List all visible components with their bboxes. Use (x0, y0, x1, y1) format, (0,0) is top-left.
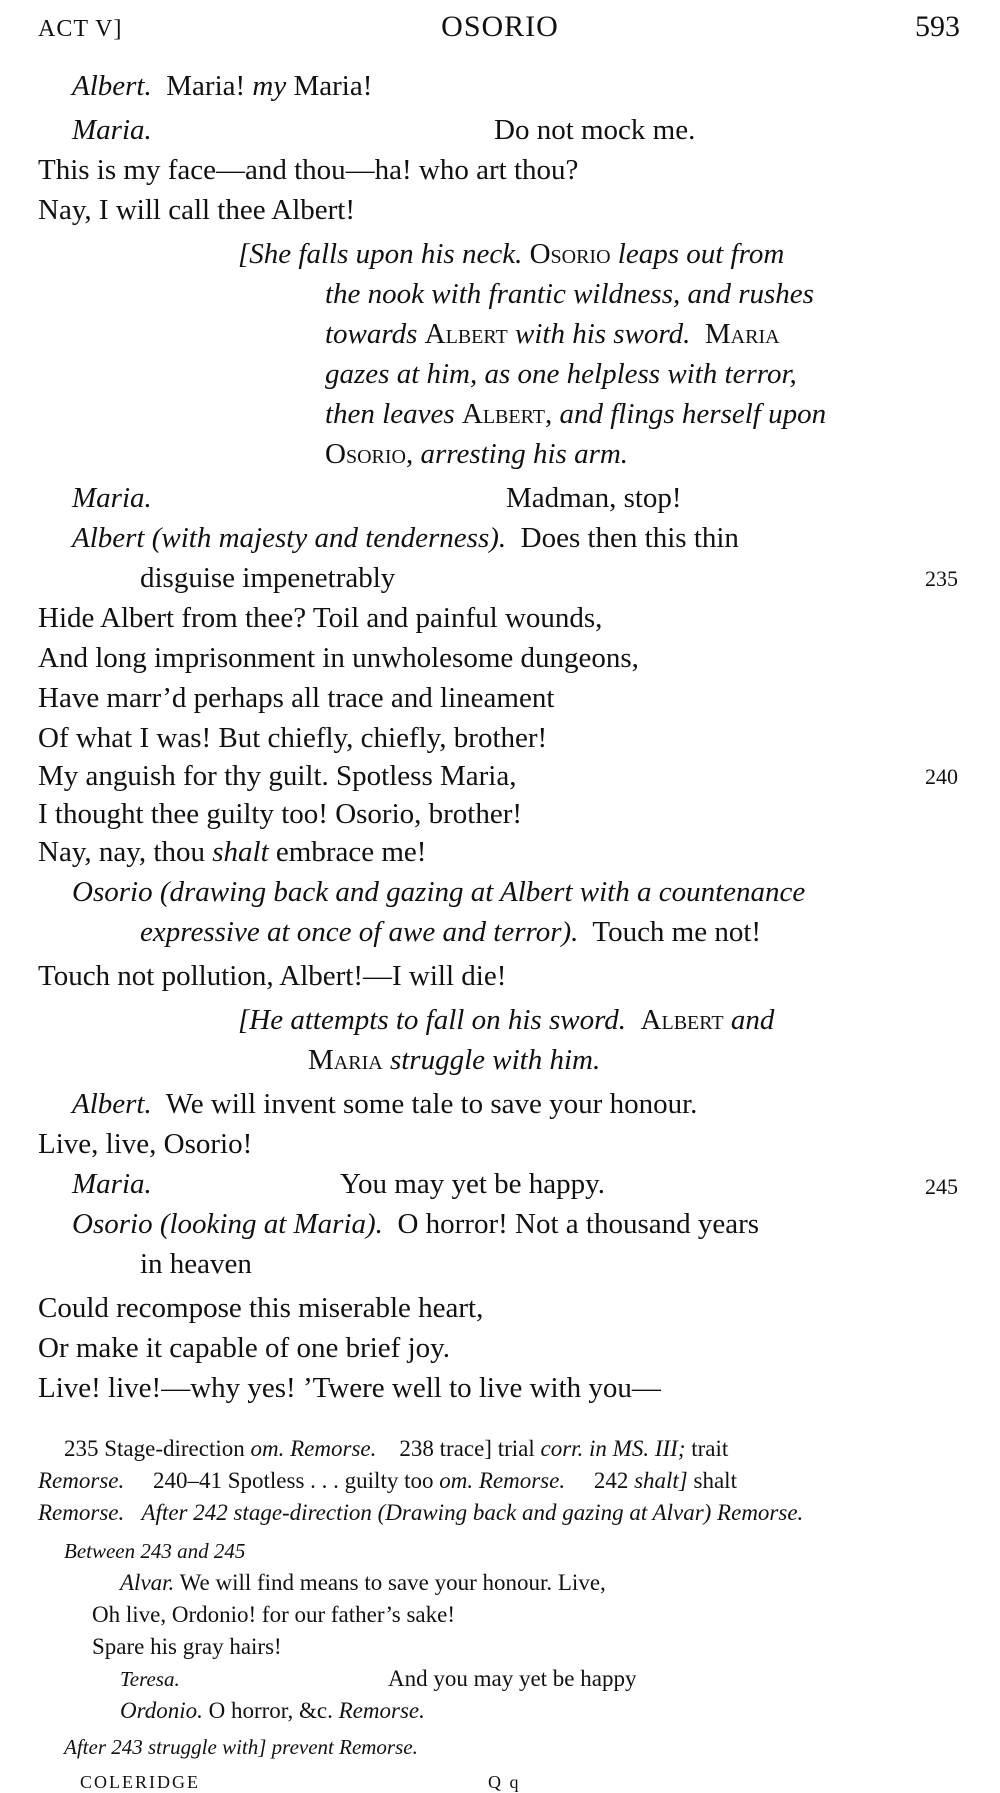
running-head-act: ACT V] (38, 16, 123, 42)
verse-line: Or make it capable of one brief joy. (38, 1332, 451, 1364)
verse-line: Could recompose this miserable heart, (38, 1292, 484, 1324)
speaker: Maria. (72, 114, 152, 146)
line-text: We will invent some tale to save your honour. (165, 1088, 698, 1120)
line-text: my (252, 70, 287, 102)
speaker: Albert. (72, 1088, 152, 1120)
signature-mark: COLERIDGE (80, 1772, 200, 1792)
verse-line (72, 1086, 697, 1122)
sd-name: Albert (424, 318, 508, 350)
fn-text: 242 (593, 1468, 629, 1493)
stage-direction (238, 1002, 774, 1038)
verse-line: My anguish for thy guilt. Spotless Maria, (38, 760, 517, 792)
fn-text: Remorse. (38, 1468, 125, 1493)
footnote (120, 1696, 425, 1726)
fn-text: O horror, &c. (208, 1698, 333, 1723)
verse-line (72, 520, 739, 556)
fn-text: Remorse. (338, 1698, 425, 1723)
sd-text: expressive at once of awe and terror). (140, 916, 579, 948)
footnote: Teresa. (120, 1667, 180, 1691)
fn-text: Remorse. (38, 1500, 125, 1525)
speaker: Osorio (72, 1208, 153, 1240)
line-text: O horror! Not a thousand years (397, 1208, 760, 1240)
line-text: shalt (212, 836, 269, 868)
verse-line: You may yet be happy. (340, 1168, 606, 1200)
stage-direction (325, 396, 826, 432)
sd-text: [He attempts to fall on his sword. (238, 1004, 627, 1036)
fn-text: om. Remorse. (250, 1436, 377, 1461)
fn-text: om. Remorse. (439, 1468, 566, 1493)
verse-line (72, 1206, 759, 1242)
running-head-title: OSORIO (441, 10, 559, 43)
line-text: Maria! (293, 70, 373, 102)
sd-text: arresting his arm. (420, 438, 629, 470)
sd-text: then leaves (325, 398, 455, 430)
line-text: Nay, nay, thou (38, 836, 205, 868)
fn-text: Alvar. (120, 1570, 175, 1595)
line-number: 235 (925, 566, 958, 591)
verse-line: Live! live!—why yes! ’Twere well to live with you— (38, 1372, 661, 1404)
verse-line: This is my face—and thou—ha! who art thou? (38, 154, 579, 186)
fn-text: 235 Stage-direction (64, 1436, 245, 1461)
verse-line: in heaven (140, 1248, 252, 1280)
stage-direction (325, 316, 780, 352)
fn-text: After 242 stage-direction (Drawing back and gazing at Alvar) Remorse. (141, 1500, 804, 1525)
stage-direction: the nook with frantic wildness, and rushes (325, 278, 814, 310)
sd-text: and (730, 1004, 775, 1036)
sd-text: with his sword. (514, 318, 691, 350)
sd-text: [She falls upon his neck. (238, 238, 523, 270)
verse-line: Touch not pollution, Albert!—I will die! (38, 960, 507, 992)
speaker: Maria. (72, 482, 152, 514)
fn-text: Ordonio. (120, 1698, 203, 1723)
verse-line: Live, live, Osorio! (38, 1128, 253, 1160)
line-text: Touch me not! (592, 916, 762, 948)
verse-line: Have marr’d perhaps all trace and lineament (38, 682, 555, 714)
sd-text: towards (325, 318, 418, 350)
footnote (38, 1466, 737, 1496)
sd-name: Osorio, (325, 438, 414, 470)
line-text: Does then this thin (520, 522, 739, 554)
footnote (64, 1434, 728, 1464)
verse-line: Hide Albert from thee? Toil and painful wounds, (38, 602, 603, 634)
line-text: Maria! (166, 70, 246, 102)
line-number: 245 (925, 1174, 958, 1199)
fn-text: trait (691, 1436, 729, 1461)
fn-text: 240–41 Spotless . . . guilty too (152, 1468, 434, 1493)
line-number: 240 (925, 764, 958, 789)
stage-direction: gazes at him, as one helpless with terror, (325, 358, 797, 390)
sd-text: struggle with him. (389, 1044, 601, 1076)
verse-line: disguise impenetrably (140, 562, 396, 594)
sd-text: leaps out from (617, 238, 785, 270)
line-text: embrace me! (275, 836, 427, 868)
verse-line: Of what I was! But chiefly, chiefly, brother! (38, 722, 548, 754)
fn-text: We will find means to save your honour. Live, (179, 1570, 606, 1595)
sd-name: Albert, (461, 398, 553, 430)
fn-text: 238 trace] trial (399, 1436, 535, 1461)
stage-direction (308, 1042, 600, 1078)
footnote (38, 1498, 803, 1528)
footnote (120, 1568, 606, 1598)
sd-name: Maria (308, 1044, 383, 1076)
sd-name: Osorio (529, 238, 611, 270)
fn-text: shalt (693, 1468, 737, 1493)
footnote: After 243 struggle with] prevent Remorse. (64, 1735, 418, 1759)
verse-line: And long imprisonment in unwholesome dungeons, (38, 642, 639, 674)
footnote: And you may yet be happy (388, 1666, 637, 1691)
signature-letters: Q q (488, 1772, 521, 1792)
verse-line (72, 68, 372, 104)
sd-name: Maria (704, 318, 780, 350)
verse-line (72, 112, 152, 148)
speaker: Osorio (72, 876, 153, 908)
sd-text: and flings herself upon (559, 398, 827, 430)
footnote: Spare his gray hairs! (92, 1634, 282, 1659)
sd-text: (drawing back and gazing at Albert with a countenance (159, 876, 806, 908)
footnote: Oh live, Ordonio! for our father’s sake! (92, 1602, 455, 1627)
verse-line (72, 874, 805, 910)
fn-text: corr. in MS. III; (540, 1436, 686, 1461)
verse-line (140, 914, 761, 950)
speaker: Albert (72, 522, 145, 554)
speaker: Albert. (72, 70, 152, 102)
sd-text: (with majesty and tenderness). (151, 522, 507, 554)
footnote: Between 243 and 245 (64, 1539, 246, 1563)
page-number: 593 (915, 10, 960, 43)
verse-line: I thought thee guilty too! Osorio, brother! (38, 798, 523, 830)
fn-text: shalt] (634, 1468, 688, 1493)
sd-name: Albert (640, 1004, 724, 1036)
verse-line: Nay, I will call thee Albert! (38, 194, 356, 226)
sd-text: (looking at Maria). (159, 1208, 383, 1240)
stage-direction (325, 436, 628, 472)
verse-line: Do not mock me. (494, 114, 696, 146)
verse-line: Madman, stop! (506, 482, 682, 514)
speaker: Maria. (72, 1168, 152, 1200)
stage-direction (238, 236, 784, 272)
verse-line (38, 834, 426, 870)
